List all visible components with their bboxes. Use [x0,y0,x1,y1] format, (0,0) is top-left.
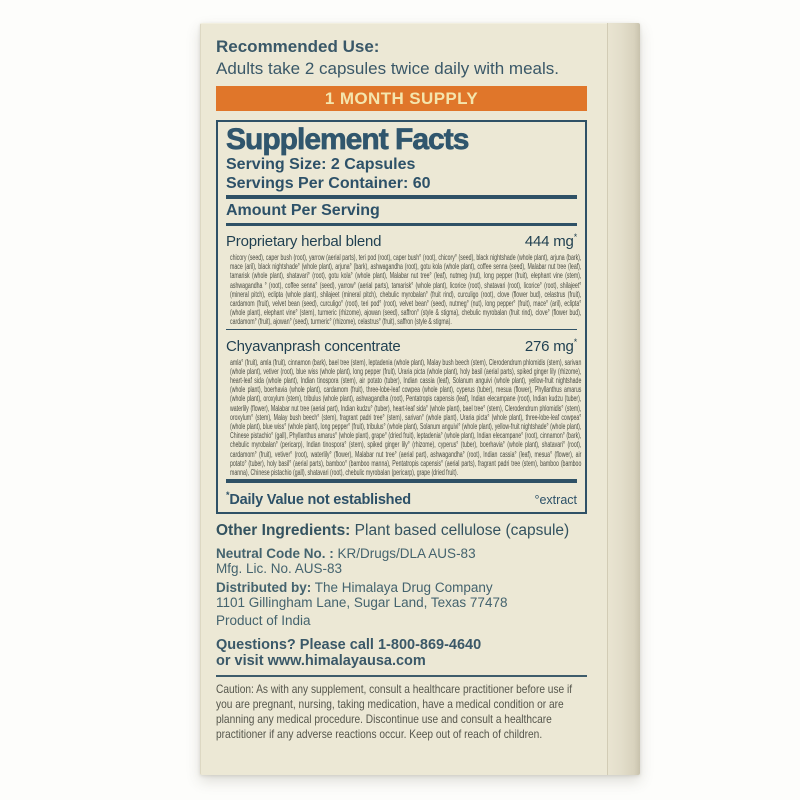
divider [226,223,577,226]
box-front-panel [200,23,607,775]
daily-value-asterisk: * [573,232,577,242]
herbal-blend-amount: 444 mg* [524,232,577,250]
month-supply-banner: 1 MONTH SUPPLY [216,86,587,111]
website-line: or visit www.himalayausa.com [216,653,426,670]
extract-footnote: °extract [534,493,577,508]
divider [216,675,587,677]
other-ingredients-label: Other Ingredients: [216,522,351,540]
chyavanprash-amount: 276 mg* [524,336,577,355]
contact-section [216,637,587,669]
box-side-panel [607,23,640,775]
supplement-box [200,23,640,775]
distributed-by-line: Distributed by: The Himalaya Drug Company [216,579,493,595]
chyavanprash-label: Chyavanprash concentrate [226,337,401,355]
herbal-blend-ingredients: chicory (seed), caper bush (root), yarrow (aerial parts), teri pod (root), caper bush° (root), chicory° (seed), black nightshade (whole plant), arjuna (bark), mace (aril), black nightshade° (whole plant), arjuna° (bark), ashwagandha (root), gotu kola (whole plant), coffee senna (seed), Malabar nut tree (leaf), tamarisk (whole plant), shatavari° (root), gotu kola° (whole plant), Malabar nut tree° (leaf), nutmeg (nut), long pepper (fruit), elephant vine (stem), ashwagandha ° (root), coffee senna° (seed), yarrow° (aerial parts), tamarisk° (whole plant), licorice (root), shatavari (root), licorice° (root), shilajeet° (mineral pitch), eclipta (whole plant), shilajeet (mineral pitch), chebulic myrobalan° (fruit rind), curculigo (root), clove (flower bud), celastrus (fruit), cardamom (fruit), velvet bean (seed), curculigo° (root), teri pod° (root), velvet bean° (seed), nutmeg° (nut), long pepper° (fruit), mace° (aril), eclipta° (whole plant), elephant vine° (stem), turmeric (rhizome), ajowan (seed), saffron° (style & stigma), chebulic myrobalan (fruit rind), clove° (flower bud), cardamom° (fruit), ajowan° (seed), turmeric° (rhizome), celastrus° (fruit), saffron (style & stigma). [230,253,582,327]
regulatory-info [216,546,587,628]
facts-footnote [226,485,577,509]
supplement-facts-title: Supplement Facts [226,123,469,156]
mfg-license-line: Mfg. Lic. No. AUS-83 [216,561,343,577]
website-url: www.himalayausa.com [267,653,426,670]
serving-size: Serving Size: 2 Capsules [226,156,416,173]
supplement-facts-panel [216,120,587,514]
other-ingredients [216,522,587,540]
divider [226,329,577,330]
origin-line: Product of India [216,612,311,628]
recommended-use-text: Adults take 2 capsules twice daily with meals. [216,59,559,78]
other-ingredients-value: Plant based cellulose (capsule) [350,522,570,540]
herbal-blend-label: Proprietary herbal blend [226,233,382,250]
recommended-use-heading: Recommended Use: [216,37,380,56]
chyavanprash-ingredients: amla° (fruit), amla (fruit), cinnamon (bark), bael tree (stem), leptadenia (whole plant), Malay bush beech (stem), Clerodendrum phlomidis (stem), sarivan (whole plant), vetiver (root), blue wiss (whole plant), long pepper (fruit), Uraria picta (whole plant), holy basil (aerial parts), spiked ginger lily (rhizome), heart-leaf sida (whole plant), Indian tinospora (stem), air potato (tuber), Indian cassia (leaf), Solanum anguivi (whole plant), yellow-fruit nightshade (whole plant), boerhavia (whole plant), cardamom (fruit), three-lobe-leaf cowpea (whole plant), cyperus (tuber), mesua (flower), Phyllanthus amarus (whole plant), oroxylum (stem), tribulus (whole plant), ashwagandha (root), Pentatropis capensis (leaf), Indian elecampane (root), Indian kudzu (tuber), waterlily (flower), Malabar nut tree (aerial part), Indian kudzu° (tuber), heart-leaf sida° (whole plant), bael tree° (stem), Clerodendrum phlomidis° (stem), oroxylum° (stem), Malay bush beech° (stem), fragrant padri tree° (stem), sarivan° (whole plant), Uraria picta° (whole plant), three-lobe-leaf cowpea° (whole plant), blue wiss° (whole plant), long pepper° (fruit), tribulus° (whole plant), Solanum anguivi° (whole plant), yellow-fruit nightshade° (whole plant), Chinese pistachio° (gall), Phyllanthus amarus° (whole plant), grape° (dried fruit), leptadenia° (whole plant), Indian elecampane° (root), cinnamon° (bark), chebulic myrobalan° (pericarp), Indian tinospora° (stem), spiked ginger lily° (rhizome), cyperus° (tuber), boerhavia° (whole plant), shatavari° (root), cardamom° (fruit), vetiver° (root), waterlily° (flower), Malabar nut tree° (aerial part), ashwagandha° (root), Indian cassia° (leaf), mesua° (flower), air potato° (tuber), holy basil° (aerial parts), bamboo° (bamboo manna), Pentatropis capensis° (aerial parts), fragrant padri tree (stem), bamboo (bamboo manna), Chinese pistachio (gall), shatavari (root), chebulic myrobalan (pericarp), grape (dried fruit). [230,357,582,478]
neutral-code-line: Neutral Code No. : KR/Drugs/DLA AUS-83 [216,546,476,562]
address-line: 1101 Gillingham Lane, Sugar Land, Texas 77478 [216,594,508,610]
divider [226,195,577,199]
chyavanprash-row [226,333,577,356]
recommended-use-section [216,36,587,80]
amount-per-serving-label: Amount Per Serving [226,202,380,219]
servings-per-container: Servings Per Container: 60 [226,175,431,192]
divider [226,479,577,483]
herbal-blend-row [226,228,577,251]
daily-value-asterisk: * [573,336,577,347]
daily-value-footnote: *Daily Value not established [226,490,411,509]
caution-text: Caution: As with any supplement, consult a healthcare practitioner before use if you are pregnant, nursing, taking medication, have a medical condition or are planning any medical procedure. Discontinue use and consult a healthcare practitioner if any adverse reactions occur. Keep out of reach of children. [216,682,573,742]
questions-phone-line: Questions? Please call 1-800-869-4640 [216,637,482,654]
